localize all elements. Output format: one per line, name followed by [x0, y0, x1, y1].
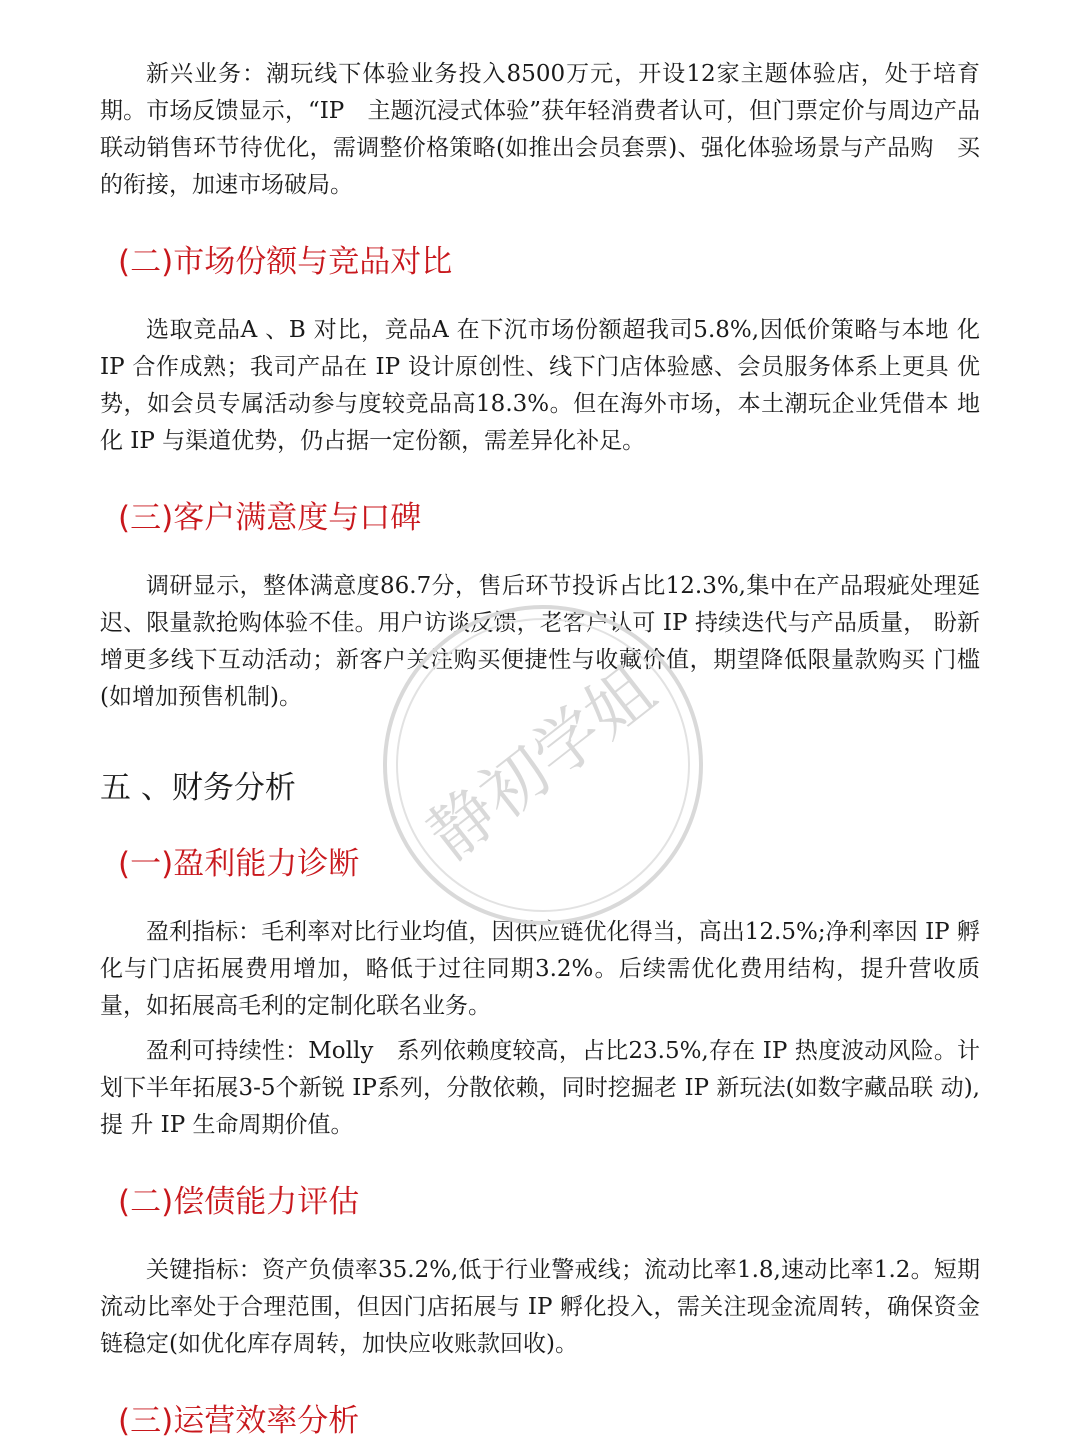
- paragraph-key-indicators: 关键指标：资产负债率35.2%,低于行业警戒线；流动比率1.8,速动比率1.2。短期流动比率处于合理范围，但因门店拓展与 IP 孵化投入，需关注现金流周转，确保资金链稳定(如优化库存周转，加快应收账款回收)。: [100, 1257, 980, 1357]
- paragraph-profit-sustainability: 盈利可持续性：Molly 系列依赖度较高，占比23.5%,存在 IP 热度波动风险。计 划下半年拓展3-5个新锐 IP系列，分散依赖，同时挖掘老 IP 新玩法(如数字藏品联 动),提 升 IP 生命周期价值。: [100, 1038, 980, 1138]
- document-page: [100, 56, 980, 1441]
- heading-solvency: (二)偿债能力评估: [118, 1184, 360, 1220]
- heading-financial-analysis: 五 、财务分析: [100, 770, 296, 806]
- paragraph-competitor-comparison: 选取竞品A 、B 对比，竞品A 在下沉市场份额超我司5.8%,因低价策略与本地 化 IP 合作成熟；我司产品在 IP 设计原创性、线下门店体验感、会员服务体系上更具 优势，如会员专属活动参与度较竞品高18.3%。但在海外市场，本土潮玩企业凭借本 地化 IP 与渠道优势，仍占据一定份额，需差异化补足。: [100, 317, 980, 454]
- paragraph-profit-indicators: 盈利指标：毛利率对比行业均值，因供应链优化得当，高出12.5%;净利率因 IP 孵化与门店拓展费用增加，略低于过往同期3.2%。后续需优化费用结构，提升营收质量，如拓展高毛利的定制化联名业务。: [100, 919, 980, 1019]
- heading-profitability: (一)盈利能力诊断: [118, 846, 360, 882]
- heading-market-share: (二)市场份额与竞品对比: [118, 244, 453, 280]
- heading-operational-efficiency: (三)运营效率分析: [118, 1403, 360, 1439]
- paragraph-emerging-business: 新兴业务：潮玩线下体验业务投入8500万元，开设12家主题体验店，处于培育期。市场反馈显示，“IP 主题沉浸式体验”获年轻消费者认可，但门票定价与周边产品 联动销售环节待优化，需调整价格策略(如推出会员套票)、强化体验场景与产品购 买的衔接，加速市场破局。: [100, 61, 980, 198]
- heading-customer-satisfaction: (三)客户满意度与口碑: [118, 500, 422, 536]
- paragraph-survey-results: 调研显示，整体满意度86.7分，售后环节投诉占比12.3%,集中在产品瑕疵处理延迟、限量款抢购体验不佳。用户访谈反馈，老客户认可 IP 持续迭代与产品质量， 盼新增更多线下互动活动；新客户关注购买便捷性与收藏价值，期望降低限量款购买 门槛(如增加预售机制)。: [100, 573, 980, 710]
- watermark-text: 静初学姐: [413, 651, 670, 875]
